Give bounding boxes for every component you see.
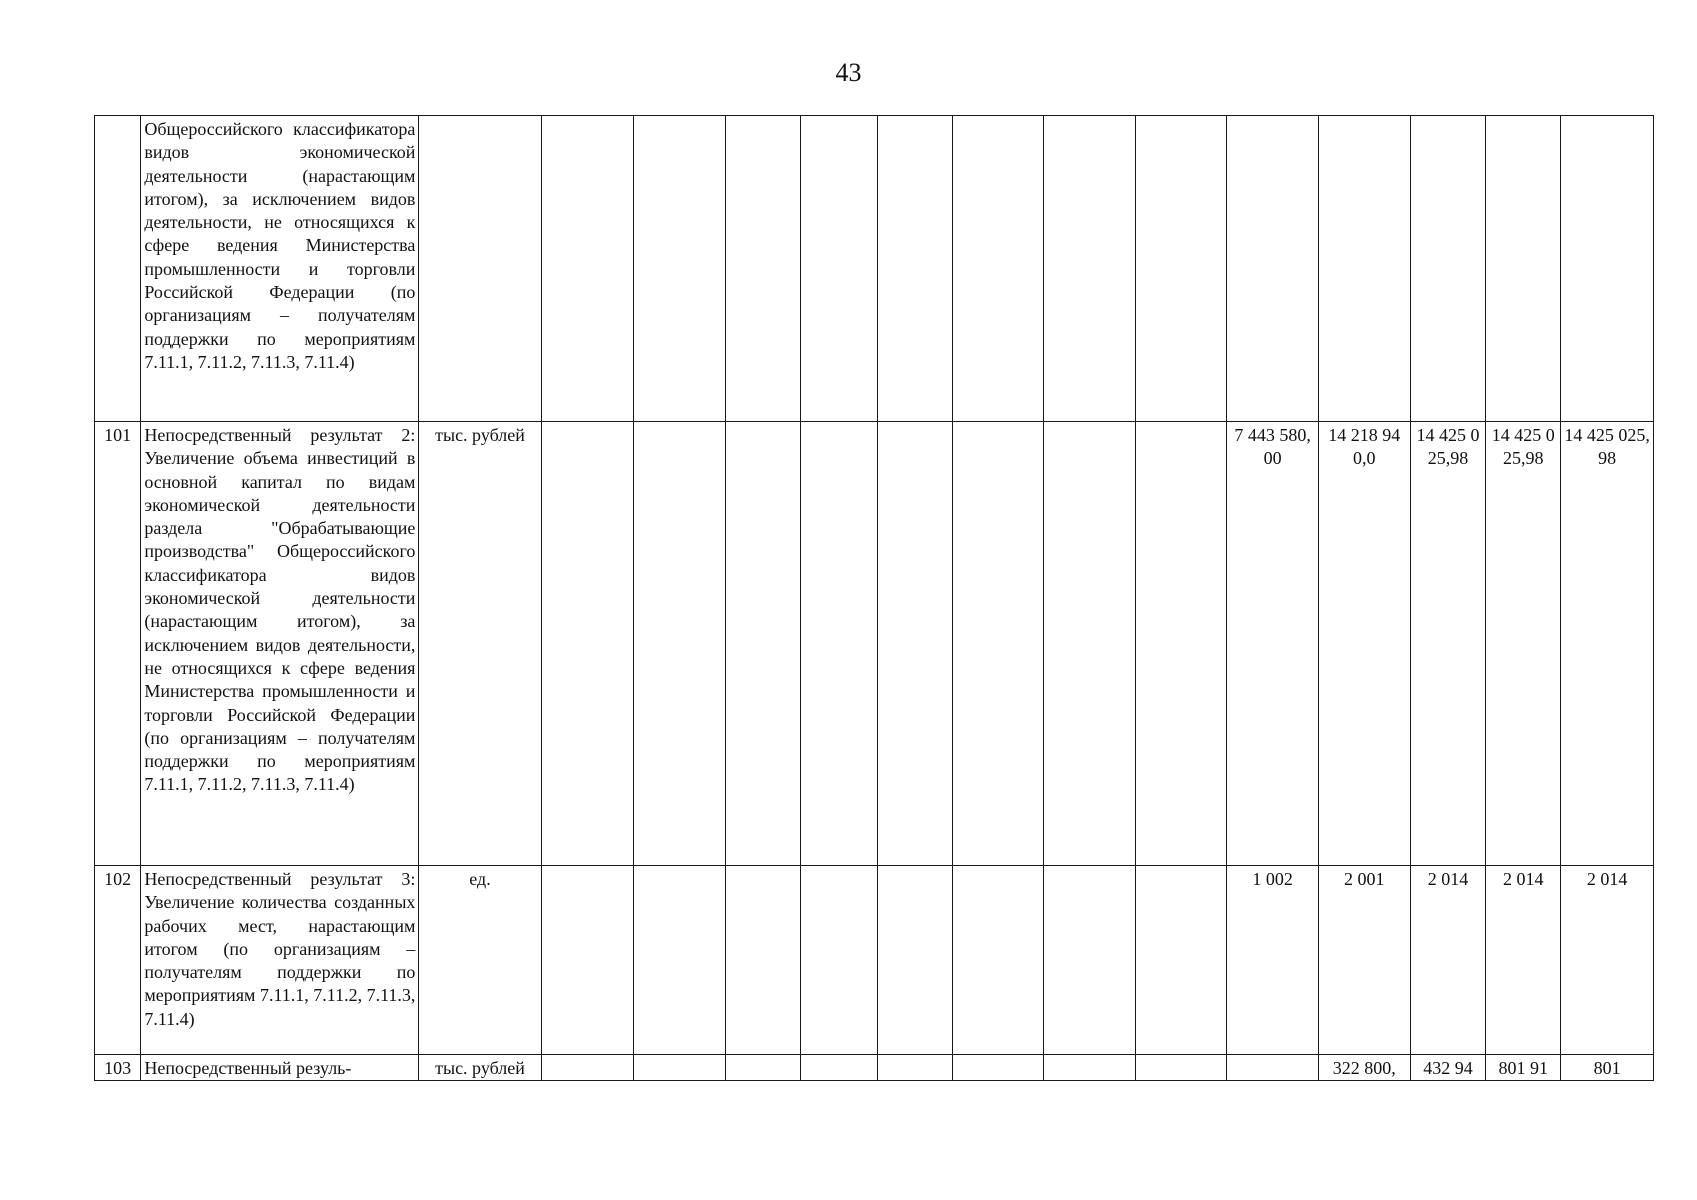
value-cell	[800, 116, 877, 422]
value-cell	[1135, 116, 1227, 422]
value-cell	[1135, 1055, 1227, 1081]
value-cell: 432 94	[1410, 1055, 1486, 1081]
indicator-name: Непосредственный резуль-	[141, 1055, 419, 1081]
page-number: 43	[835, 58, 862, 87]
value-cell: 2 014	[1561, 866, 1654, 1055]
table-row	[95, 116, 1654, 422]
value-cell	[800, 1055, 877, 1081]
indicator-name: Непосредственный результат 2: Увеличение объема инвестиций в основной капитал по видам экономической деятельности раздела "Обрабатывающие производства" Общероссийского классификатора видов экономической деятельности (нарастающим итогом), за исключением видов деятельности, не относящихся к сфере ведения Министерства промышленности и торговли Российской Федерации (по организациям – получателям поддержки по мероприятиям 7.11.1, 7.11.2, 7.11.3, 7.11.4)	[141, 422, 419, 866]
row-number: 103	[95, 1055, 141, 1081]
value-cell	[953, 1055, 1044, 1081]
value-cell	[541, 1055, 634, 1081]
value-cell: 2 014	[1486, 866, 1561, 1055]
value-cell	[1410, 116, 1486, 422]
last-cell	[1561, 116, 1654, 422]
value-cell	[634, 866, 726, 1055]
value-cell	[1044, 422, 1136, 866]
value-cell: 14 425 025,98	[1486, 422, 1561, 866]
value-cell: 2 014	[1410, 866, 1486, 1055]
value-cell: 14 218 940,0	[1318, 422, 1410, 866]
value-cell	[634, 116, 726, 422]
value-cell: 2 001	[1318, 866, 1410, 1055]
value-cell: 1 002	[1227, 866, 1319, 1055]
value-cell	[877, 866, 953, 1055]
value-cell	[541, 422, 634, 866]
value-cell	[1227, 1055, 1319, 1081]
value-cell	[800, 422, 877, 866]
value-cell	[634, 422, 726, 866]
unit-cell	[419, 116, 541, 422]
value-cell	[800, 866, 877, 1055]
value-cell	[1135, 866, 1227, 1055]
value-cell	[877, 422, 953, 866]
value-cell	[541, 866, 634, 1055]
value-cell	[725, 422, 800, 866]
unit-cell: тыс. рублей	[419, 422, 541, 866]
unit-cell: тыс. рублей	[419, 1055, 541, 1081]
value-cell	[1044, 866, 1136, 1055]
value-cell	[725, 116, 800, 422]
value-cell	[725, 1055, 800, 1081]
value-cell	[1044, 1055, 1136, 1081]
value-cell	[1135, 422, 1227, 866]
value-cell	[1044, 116, 1136, 422]
row-number	[95, 116, 141, 422]
value-cell: 14 425 025,98	[1561, 422, 1654, 866]
value-cell	[877, 1055, 953, 1081]
table-row	[95, 866, 1654, 1055]
table-row	[95, 422, 1654, 866]
value-cell: 14 425 025,98	[1410, 422, 1486, 866]
value-cell: 801 91	[1486, 1055, 1561, 1081]
value-cell: 322 800,	[1318, 1055, 1410, 1081]
value-cell: 801	[1561, 1055, 1654, 1081]
value-cell	[1486, 116, 1561, 422]
value-cell	[953, 116, 1044, 422]
row-number: 102	[95, 866, 141, 1055]
value-cell	[953, 866, 1044, 1055]
table-row	[95, 1055, 1654, 1081]
value-cell	[1318, 116, 1410, 422]
indicator-name: Общероссийского классификатора видов экономической деятельности (нарастающим итогом), за исключением видов деятельности, не относящихся к сфере ведения Министерства промышленности и торговли Российской Федерации (по организациям – получателям поддержки по мероприятиям 7.11.1, 7.11.2, 7.11.3, 7.11.4)	[141, 116, 419, 422]
unit-cell: ед.	[419, 866, 541, 1055]
value-cell: 7 443 580,00	[1227, 422, 1319, 866]
value-cell	[1227, 116, 1319, 422]
indicator-name: Непосредственный результат 3: Увеличение количества созданных рабочих мест, нарастающим итогом (по организациям – получателям поддержки по мероприятиям 7.11.1, 7.11.2, 7.11.3, 7.11.4)	[141, 866, 419, 1055]
results-table	[94, 115, 1654, 1081]
value-cell	[634, 1055, 726, 1081]
value-cell	[725, 866, 800, 1055]
row-number: 101	[95, 422, 141, 866]
value-cell	[953, 422, 1044, 866]
value-cell	[541, 116, 634, 422]
value-cell	[877, 116, 953, 422]
